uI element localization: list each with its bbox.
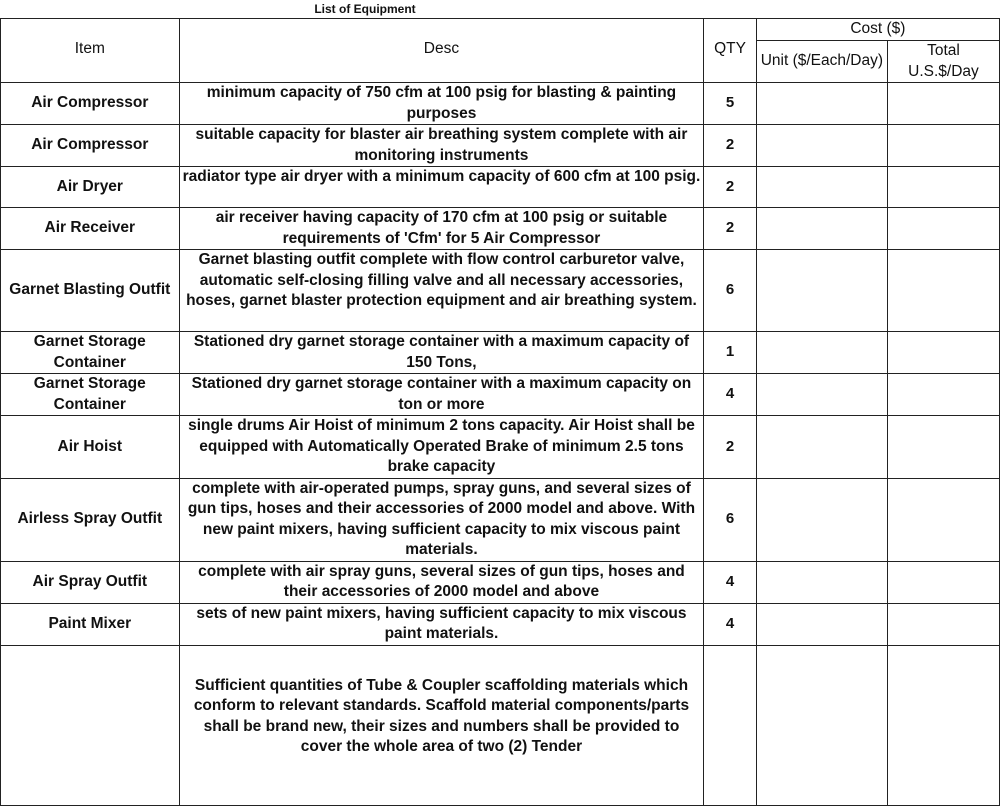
qty-cell: 2 [704,167,756,208]
qty-cell: 2 [704,208,756,250]
total-cost-cell[interactable] [887,83,999,125]
total-cost-cell[interactable] [887,250,999,332]
table-row [1,167,1000,208]
table-row [1,645,1000,805]
total-cost-cell[interactable] [887,603,999,645]
item-cell: Paint Mixer [1,603,180,645]
qty-cell: 6 [704,250,756,332]
item-cell: Airless Spray Outfit [1,478,180,561]
desc-cell: Garnet blasting outfit complete with flow control carburetor valve, automatic self-closing filling valve and all necessary accessories, hoses, garnet blaster protection equipment and air breathing system. [179,250,704,332]
desc-cell: minimum capacity of 750 cfm at 100 psig for blasting & painting purposes [179,83,704,125]
qty-cell: 2 [704,125,756,167]
unit-cost-cell[interactable] [756,374,887,416]
desc-cell: Stationed dry garnet storage container with a maximum capacity on ton or more [179,374,704,416]
item-cell: Air Dryer [1,167,180,208]
table-row [1,561,1000,603]
unit-cost-cell[interactable] [756,125,887,167]
unit-cost-cell[interactable] [756,603,887,645]
item-cell: Air Receiver [1,208,180,250]
desc-cell: suitable capacity for blaster air breathing system complete with air monitoring instruments [179,125,704,167]
desc-cell: complete with air-operated pumps, spray guns, and several sizes of gun tips, hoses and their accessories of 2000 model and above. With new paint mixers, having sufficient capacity to mix viscous paint materials. [179,478,704,561]
total-cost-cell[interactable] [887,561,999,603]
unit-cost-cell[interactable] [756,645,887,805]
desc-cell: sets of new paint mixers, having sufficient capacity to mix viscous paint materials. [179,603,704,645]
total-cost-cell[interactable] [887,167,999,208]
desc-cell: air receiver having capacity of 170 cfm at 100 psig or suitable requirements of 'Cfm' for 5 Air Compressor [179,208,704,250]
item-cell: Garnet Blasting Outfit [1,250,180,332]
table-row [1,125,1000,167]
header-cost: Cost ($) [756,19,999,41]
total-cost-cell[interactable] [887,645,999,805]
table-row [1,83,1000,125]
desc-cell: radiator type air dryer with a minimum capacity of 600 cfm at 100 psig. [179,167,704,208]
item-cell: Air Compressor [1,125,180,167]
header-item: Item [1,19,180,83]
qty-cell: 4 [704,603,756,645]
qty-cell: 1 [704,332,756,374]
qty-cell: 4 [704,561,756,603]
total-cost-cell[interactable] [887,478,999,561]
unit-cost-cell[interactable] [756,478,887,561]
desc-cell: single drums Air Hoist of minimum 2 tons capacity. Air Hoist shall be equipped with Automatically Operated Brake of minimum 2.5 tons brake capacity [179,416,704,479]
qty-cell: 4 [704,374,756,416]
desc-cell: Sufficient quantities of Tube & Coupler scaffolding materials which conform to relevant standards. Scaffold material components/parts shall be brand new, their sizes and numbers shall be provided to cover the whole area of two (2) Tender [179,645,704,805]
table-row [1,208,1000,250]
total-cost-cell[interactable] [887,208,999,250]
table-row [1,603,1000,645]
item-cell: Garnet Storage Container [1,374,180,416]
table-row [1,478,1000,561]
header-desc: Desc [179,19,704,83]
item-cell: Air Hoist [1,416,180,479]
equipment-table [0,18,1000,806]
total-cost-cell[interactable] [887,416,999,479]
desc-cell: complete with air spray guns, several sizes of gun tips, hoses and their accessories of 2000 model and above [179,561,704,603]
unit-cost-cell[interactable] [756,561,887,603]
unit-cost-cell[interactable] [756,83,887,125]
unit-cost-cell[interactable] [756,332,887,374]
item-cell: Garnet Storage Container [1,332,180,374]
header-total: Total U.S.$/Day [887,41,999,83]
total-cost-cell[interactable] [887,125,999,167]
table-row [1,416,1000,479]
table-row [1,250,1000,332]
item-cell: Air Spray Outfit [1,561,180,603]
total-cost-cell[interactable] [887,332,999,374]
header-unit: Unit ($/Each/Day) [756,41,887,83]
unit-cost-cell[interactable] [756,208,887,250]
unit-cost-cell[interactable] [756,250,887,332]
item-cell: Air Compressor [1,83,180,125]
qty-cell: 2 [704,416,756,479]
table-row [1,332,1000,374]
qty-cell: 5 [704,83,756,125]
unit-cost-cell[interactable] [756,416,887,479]
table-row [1,374,1000,416]
qty-cell [704,645,756,805]
table-caption: List of Equipment [314,2,416,16]
header-qty: QTY [704,19,756,83]
total-cost-cell[interactable] [887,374,999,416]
qty-cell: 6 [704,478,756,561]
desc-cell: Stationed dry garnet storage container with a maximum capacity of 150 Tons, [179,332,704,374]
unit-cost-cell[interactable] [756,167,887,208]
item-cell [1,645,180,805]
